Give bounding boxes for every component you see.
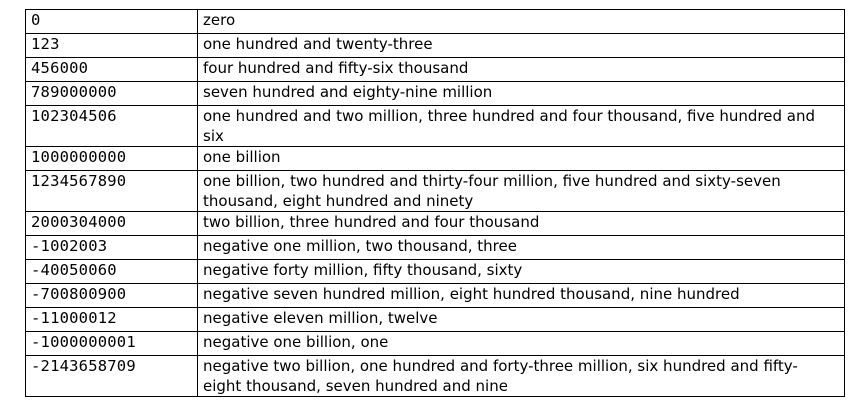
number-cell: -11000012: [26, 308, 198, 332]
table-row: [26, 284, 845, 308]
number-cell: 0: [26, 10, 198, 34]
words-cell: negative seven hundred million, eight hundred thousand, nine hundred: [198, 284, 845, 308]
number-cell: -40050060: [26, 260, 198, 284]
words-cell: negative one billion, one: [198, 332, 845, 356]
table-body: [26, 10, 845, 397]
words-cell: two billion, three hundred and four thousand: [198, 212, 845, 236]
number-cell: 1234567890: [26, 171, 198, 212]
words-cell: four hundred and fifty-six thousand: [198, 58, 845, 82]
words-cell: zero: [198, 10, 845, 34]
table-row: [26, 82, 845, 106]
table-row: [26, 332, 845, 356]
table-row: [26, 106, 845, 147]
number-cell: -1000000001: [26, 332, 198, 356]
table-row: [26, 58, 845, 82]
table-row: [26, 356, 845, 397]
table-row: [26, 260, 845, 284]
words-cell: negative forty million, fifty thousand, sixty: [198, 260, 845, 284]
words-cell: negative eleven million, twelve: [198, 308, 845, 332]
number-cell: -700800900: [26, 284, 198, 308]
number-cell: 102304506: [26, 106, 198, 147]
number-cell: -1002003: [26, 236, 198, 260]
table-row: [26, 10, 845, 34]
number-cell: 789000000: [26, 82, 198, 106]
table-row: [26, 147, 845, 171]
number-words-table: [25, 9, 845, 397]
number-cell: -2143658709: [26, 356, 198, 397]
number-cell: 1000000000: [26, 147, 198, 171]
table-row: [26, 308, 845, 332]
words-cell: seven hundred and eighty-nine million: [198, 82, 845, 106]
table-row: [26, 236, 845, 260]
words-cell: negative two billion, one hundred and forty-three million, six hundred and fifty-eight thousand, seven hundred and nine: [198, 356, 845, 397]
table-row: [26, 34, 845, 58]
words-cell: one billion, two hundred and thirty-four million, five hundred and sixty-seven thousand, eight hundred and ninety: [198, 171, 845, 212]
table-row: [26, 171, 845, 212]
number-cell: 123: [26, 34, 198, 58]
number-cell: 2000304000: [26, 212, 198, 236]
number-cell: 456000: [26, 58, 198, 82]
words-cell: one billion: [198, 147, 845, 171]
table-row: [26, 212, 845, 236]
words-cell: one hundred and twenty-three: [198, 34, 845, 58]
words-cell: one hundred and two million, three hundred and four thousand, five hundred and six: [198, 106, 845, 147]
words-cell: negative one million, two thousand, three: [198, 236, 845, 260]
